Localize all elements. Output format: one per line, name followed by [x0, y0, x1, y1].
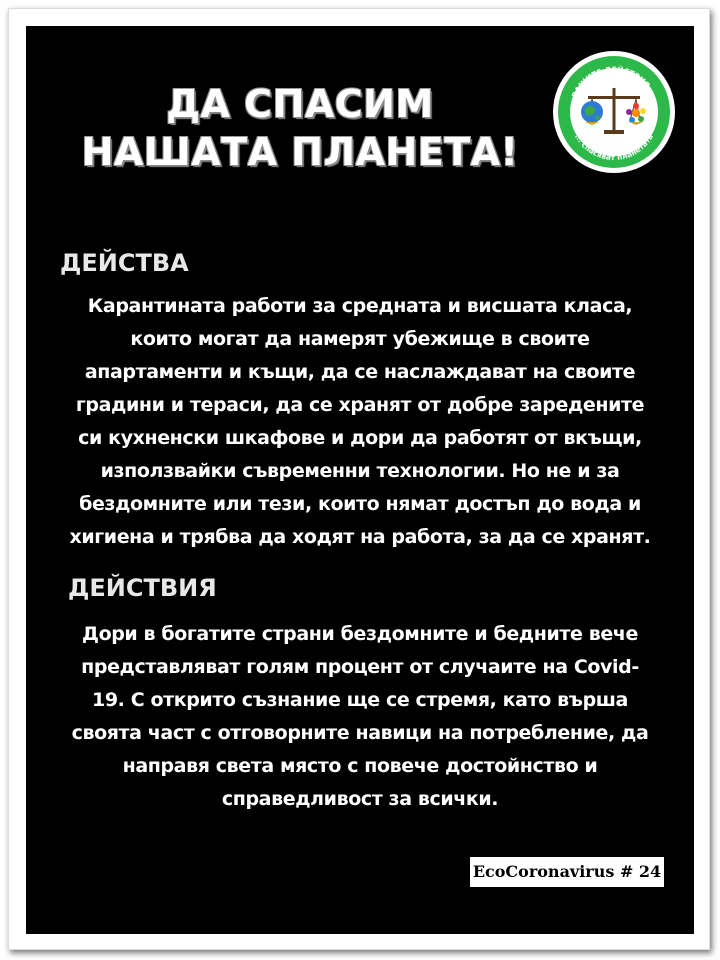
paragraph-line: справедливост за всички. [221, 788, 499, 810]
paragraph-line: бездомните или тези, които нямат достъп до вода и [79, 493, 641, 515]
section-1-paragraph [44, 290, 676, 554]
paragraph-line: хигиена и трябва да ходят на работа, за да се хранят. [69, 526, 651, 548]
section-2-heading: ДЕЙСТВИЯ [68, 574, 217, 602]
paragraph-line: своята част с отговорните навици на потребление, да [71, 722, 649, 744]
paragraph-line: градини и тераси, да се хранят от добре заредените [75, 394, 645, 416]
paragraph-line: направя света място с повече достойнство и [122, 755, 598, 777]
paragraph-line: които могат да намерят убежище в своите [130, 328, 590, 350]
paragraph-line: апартаменти и къщи, да се наслаждават на своите [84, 361, 636, 383]
logo-top-text: ВАШИТЕ ДЕЙСТВИЯ ... [569, 64, 659, 100]
title-line-1: ДА СПАСИМ [166, 82, 434, 126]
paragraph-line: си кухненски шкафове и дори да работят от вкъщи, [78, 427, 642, 449]
paragraph-line: използвайки съвременни технологии. Но не и за [100, 460, 620, 482]
paragraph-line: представляват голям процент от случаите на Covid- [81, 656, 639, 678]
eco-logo [552, 50, 676, 174]
section-1-heading: ДЕЙСТВА [60, 249, 189, 277]
logo-bottom-text: ... спасяват планетата [572, 132, 656, 163]
section-2-paragraph [44, 618, 676, 816]
title-line-2: НАШАТА ПЛАНЕТА! [81, 130, 519, 174]
paragraph-line: Дори в богатите страни бездомните и бедните вече [82, 623, 638, 645]
eco-coronavirus-tag: EcoCoronavirus # 24 [470, 857, 664, 887]
paragraph-line: Карантината работи за средната и висшата класа, [87, 295, 633, 317]
paragraph-line: 19. С открито съзнание ще се стремя, като върша [92, 689, 628, 711]
